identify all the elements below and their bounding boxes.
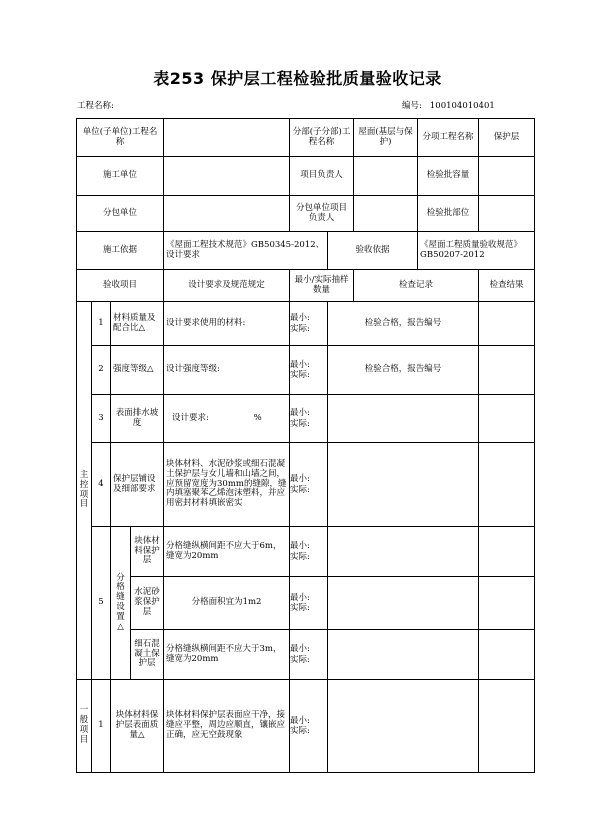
serial-label: 编号: [402,101,422,111]
row-result[interactable] [479,630,535,680]
main-row-2 [77,346,535,395]
header-row-unit [77,119,535,157]
main-row-5a [77,527,535,577]
col-sampling-header: 最小/实际抽样数量 [290,270,354,302]
row-record: 检验合格，报告编号 [328,302,479,346]
column-header-row [77,270,535,302]
row-requirement: 设计要求使用的材料: [164,302,290,346]
col-record-header: 检查记录 [354,270,479,302]
row-result[interactable] [479,527,535,577]
row-requirement: 分格面积宜为1m2 [164,577,290,630]
joint-group-label: 分 格 缝 设 置 △ [111,527,131,680]
item-value: 保护层 [479,119,535,157]
header-row-basis [77,232,535,270]
division-value: 屋面(基层与保护) [354,119,418,157]
row-record[interactable] [328,395,479,443]
row-sampling[interactable]: 最小: 实际: [290,577,328,630]
row-record[interactable] [328,630,479,680]
serial-value: 100104010401 [429,101,495,111]
row-record[interactable] [328,577,479,630]
col-requirement-header: 设计要求及规范规定 [164,270,290,302]
unit-project-label: 单位(子单位)工程名称 [77,119,164,157]
row-requirement: 设计强度等级: [164,346,290,395]
construction-unit-value[interactable] [164,157,290,196]
main-group-label: 主 控 项 目 [77,302,92,680]
row-record[interactable] [328,680,479,773]
row-number: 5 [92,527,111,680]
row-number: 3 [92,395,111,443]
row-sampling[interactable]: 最小: 实际: [290,527,328,577]
header-row-subcontract [77,196,535,232]
row-sampling[interactable]: 最小: 实际: [290,302,328,346]
subcontract-manager-value[interactable] [354,196,418,232]
row-requirement: 分格缝纵横间距不应大于6m，缝宽为20mm [164,527,290,577]
row-sampling[interactable]: 最小: 实际: [290,346,328,395]
main-row-1 [77,302,535,346]
batch-location-label: 检验批部位 [418,196,479,232]
row-requirement: 设计要求: % [164,395,290,443]
row-number: 2 [92,346,111,395]
row-requirement: 分格缝纵横间距不应大于3m，缝宽为20mm [164,630,290,680]
row-record[interactable] [328,527,479,577]
subcontract-unit-label: 分包单位 [77,196,164,232]
row-result[interactable] [479,443,535,527]
row-sampling[interactable]: 最小: 实际: [290,630,328,680]
header-row-construction [77,157,535,196]
subcontract-unit-value[interactable] [164,196,290,232]
division-label: 分部(子分部)工程名称 [290,119,354,157]
basis-label: 施工依据 [77,232,164,270]
project-manager-value[interactable] [354,157,418,196]
main-row-5c [77,630,535,680]
form-title: 表253 保护层工程检验批质量验收记录 [153,69,442,88]
row-sampling[interactable]: 最小: 实际: [290,680,328,773]
item-label: 分项工程名称 [418,119,479,157]
col-item-header: 验收项目 [77,270,164,302]
row-result[interactable] [479,577,535,630]
row-item: 块体材料保护层 [131,527,164,577]
general-group-label: 一 般 项 目 [77,680,92,773]
general-row-1 [77,680,535,773]
row-item: 块体材料保护层表面质量△ [111,680,164,773]
row-number: 1 [92,302,111,346]
subcontract-manager-label: 分包单位项目负责人 [290,196,354,232]
basis-value: 《屋面工程技术规范》GB50345-2012、设计要求 [164,232,328,270]
project-manager-label: 项目负责人 [290,157,354,196]
row-result[interactable] [479,680,535,773]
project-name-label: 工程名称: [77,101,114,111]
row-result[interactable] [479,395,535,443]
batch-location-value[interactable] [479,196,535,232]
main-row-5b [77,577,535,630]
batch-capacity-value[interactable] [479,157,535,196]
row-sampling[interactable]: 最小: 实际: [290,443,328,527]
percent-unit: % [253,412,262,423]
row-item: 强度等级△ [111,346,164,395]
row-record[interactable] [328,443,479,527]
row-item: 水泥砂浆保护层 [131,577,164,630]
main-row-3 [77,395,535,443]
acceptance-basis-label: 验收依据 [328,232,418,270]
construction-unit-label: 施工单位 [77,157,164,196]
row-item: 细石混凝土保护层 [131,630,164,680]
row-number: 4 [92,443,111,527]
batch-capacity-label: 检验批容量 [418,157,479,196]
row-requirement: 块体材料保护层表面应干净，接缝应平整，周边应顺直，镶嵌应正确，应无空鼓现象 [164,680,290,773]
row-item: 表面排水坡度 [111,395,164,443]
row-result[interactable] [479,302,535,346]
serial-number [402,99,495,111]
main-row-4 [77,443,535,527]
acceptance-basis-value: 《屋面工程质量验收规范》GB50207-2012 [418,232,535,270]
row-item: 保护层铺设及细部要求 [111,443,164,527]
row-sampling[interactable]: 最小: 实际: [290,395,328,443]
row-item: 材料质量及配合比△ [111,302,164,346]
col-result-header: 检查结果 [479,270,535,302]
row-requirement: 块体材料、水泥砂浆或细石混凝土保护层与女儿墙和山墙之间，应预留宽度为30mm的缝隙，缝内填塞聚苯乙烯泡沫塑料，并应用密封材料填嵌密实 [164,443,290,527]
row-record: 检验合格，报告编号 [328,346,479,395]
row-number: 1 [92,680,111,773]
row-result[interactable] [479,346,535,395]
unit-project-value[interactable] [164,119,290,157]
acceptance-record-table [76,118,535,773]
